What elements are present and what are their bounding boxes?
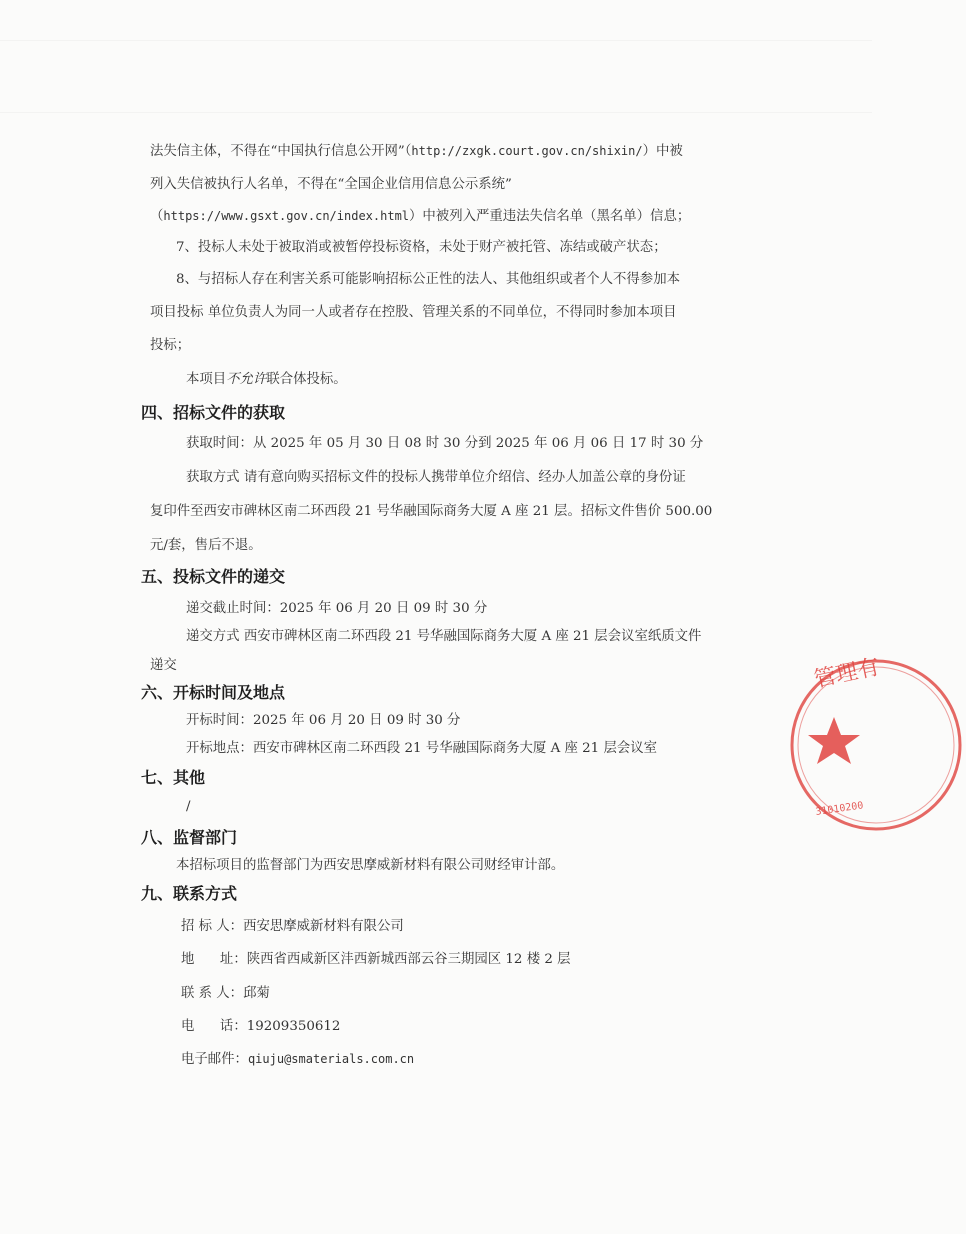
contact-line: [181, 984, 270, 1004]
gsxt-url: https://www.gsxt.gov.cn/index.html: [163, 209, 410, 223]
section-6-heading: 六、开标时间及地点: [141, 683, 286, 702]
acquire-method-line-1: 获取方式 请有意向购买招标文件的投标人携带单位介绍信、经办人加盖公章的身份证: [186, 470, 686, 485]
email-value: qiuju@smaterials.com.cn: [247, 1052, 415, 1066]
opening-place: 开标地点：西安市碑林区南二环西段 21 号华融国际商务大厦 A 座 21 层会议室: [186, 741, 658, 756]
court-url: http://zxgk.court.gov.cn/shixin/: [411, 144, 643, 158]
item-8-line-3: 投标；: [150, 338, 191, 353]
section-5-heading: 五、投标文件的递交: [141, 567, 286, 586]
text-segment: ）中被列入严重违法失信名单（黑名单）信息；: [409, 209, 691, 224]
other-content: /: [186, 799, 191, 814]
scan-line: [0, 40, 872, 41]
section-8-heading: 八、监督部门: [141, 828, 238, 847]
email-line: [181, 1049, 414, 1070]
official-seal-stamp: [786, 655, 966, 835]
item-7: 7、投标人未处于被取消或被暂停投标资格，未处于财产被托管、冻结或破产状态；: [176, 240, 667, 255]
text-segment: 法失信主体，不得在“中国执行信息公开网”（: [150, 144, 412, 159]
tenderer-label: 招 标 人：: [181, 919, 244, 934]
tenderer-value: 西安思摩威新材料有限公司: [243, 919, 404, 934]
text-segment: ）中被: [642, 144, 683, 159]
item-8-line-2: 项目投标 单位负责人为同一人或者存在控股、管理关系的不同单位，不得同时参加本项目: [150, 305, 677, 320]
star-icon: [808, 717, 860, 764]
section-4-heading: 四、招标文件的获取: [141, 403, 286, 422]
scan-line: [0, 112, 872, 113]
opening-time: 开标时间：2025 年 06 月 20 日 09 时 30 分: [186, 713, 461, 728]
text-line-2: 列入失信被执行人名单，不得在“全国企业信用信息公示系统”: [150, 177, 512, 192]
address-line: [181, 950, 571, 970]
text-segment: （: [150, 209, 164, 224]
tenderer-line: [181, 917, 404, 937]
acquire-method-line-2: 复印件至西安市碑林区南二环西段 21 号华融国际商务大厦 A 座 21 层。招标文件售价 500.00: [150, 504, 713, 519]
stamp-text-top: 管理有: [812, 654, 882, 693]
stamp-text-bottom: 31010200: [814, 800, 865, 818]
text-segment: 联合体投标。: [266, 372, 347, 387]
section-7-heading: 七、其他: [141, 768, 206, 787]
submit-method-line-1: 递交方式 西安市碑林区南二环西段 21 号华融国际商务大厦 A 座 21 层会议室纸质文件: [186, 629, 702, 644]
supervision-content: 本招标项目的监督部门为西安思摩威新材料有限公司财经审计部。: [176, 858, 565, 873]
text-line-1: [150, 141, 683, 162]
acquire-method-line-3: 元/套，售后不退。: [150, 538, 262, 553]
text-segment: 本项目: [186, 372, 227, 387]
phone-label: 电 话：: [181, 1019, 247, 1034]
phone-value: 19209350612: [246, 1019, 341, 1034]
contact-value: 邱菊: [243, 986, 270, 1001]
email-label: 电子邮件：: [181, 1052, 248, 1067]
address-value: 陕西省西咸新区沣西新城西部云谷三期园区 12 楼 2 层: [246, 952, 571, 967]
acquire-time: 获取时间：从 2025 年 05 月 30 日 08 时 30 分到 2025 年 06 月 06 日 17 时 30 分: [186, 436, 704, 451]
item-8-line-1: 8、与招标人存在利害关系可能影响招标公正性的法人、其他组织或者个人不得参加本: [176, 272, 680, 287]
contact-label: 联 系 人：: [181, 986, 244, 1001]
text-line-3: [150, 206, 690, 227]
submit-deadline: 递交截止时间：2025 年 06 月 20 日 09 时 30 分: [186, 601, 488, 616]
consortium-line: [186, 370, 347, 390]
consortium-value: 不允许: [226, 372, 267, 387]
section-9-heading: 九、联系方式: [141, 884, 238, 903]
submit-method-line-2: 递交: [150, 658, 177, 673]
address-label: 地 址：: [181, 952, 247, 967]
phone-line: [181, 1017, 340, 1037]
